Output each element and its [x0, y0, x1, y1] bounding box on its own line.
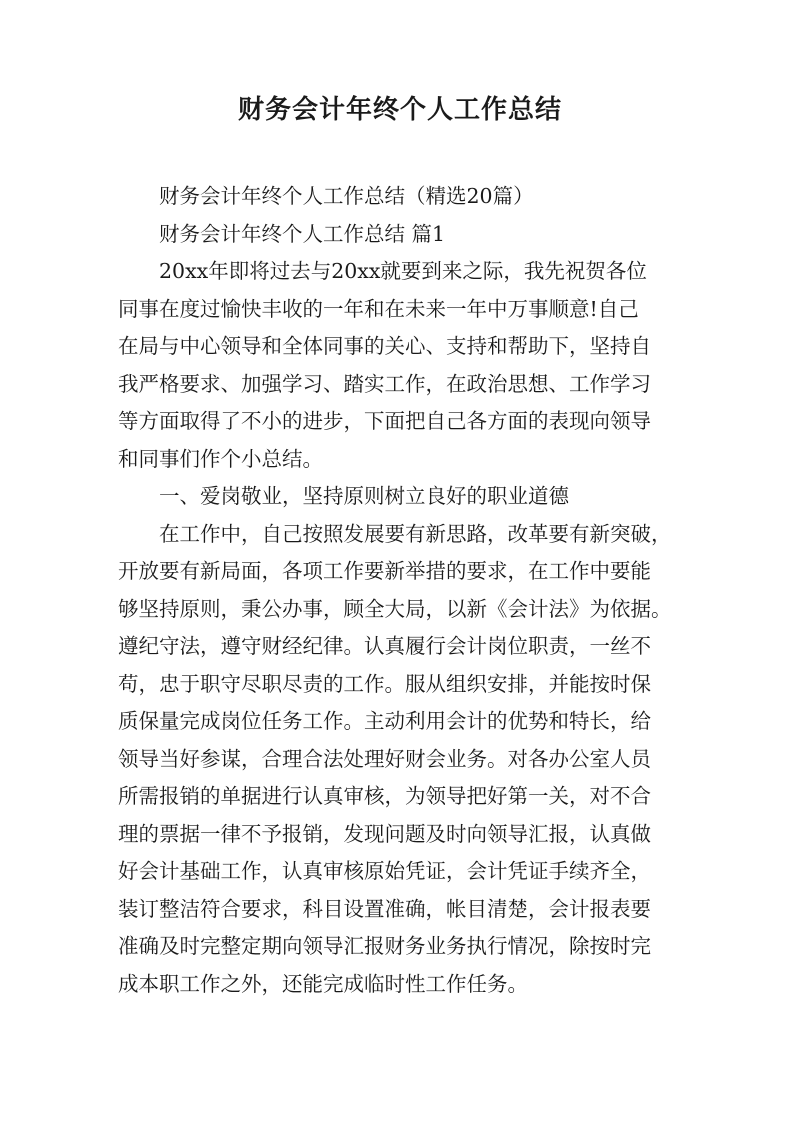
document-title: 财务会计年终个人工作总结: [237, 95, 562, 125]
text-line: 质保量完成岗位任务工作。主动利用会计的优势和特长，给: [118, 709, 651, 733]
text-line: 理的票据一律不予报销，发现问题及时向领导汇报，认真做: [118, 821, 651, 846]
text-line: 我严格要求、加强学习、踏实工作，在政治思想、工作学习: [118, 371, 651, 396]
text-line: 在局与中心领导和全体同事的关心、支持和帮助下，坚持自: [118, 334, 651, 358]
text-line: 成本职工作之外，还能完成临时性工作任务。: [118, 971, 528, 996]
text-line: 够坚持原则，秉公办事，顾全大局，以新《会计法》为依据。: [118, 596, 672, 621]
text-line: 一、爱岗敬业，坚持原则树立良好的职业道德: [159, 484, 569, 508]
text-line: 在工作中，自己按照发展要有新思路，改革要有新突破，: [159, 521, 672, 546]
paragraph: [118, 216, 682, 254]
text-line: 好会计基础工作，认真审核原始凭证，会计凭证手续齐全，: [118, 859, 651, 883]
text-line: 财务会计年终个人工作总结（精选20篇）: [159, 184, 534, 208]
text-line: 装订整洁符合要求，科目设置准确，帐目清楚，会计报表要: [118, 896, 651, 921]
document-body: [118, 178, 682, 1003]
text-line: 和同事们作个小总结。: [118, 446, 323, 471]
paragraph: [118, 253, 682, 478]
text-line: 20xx年即将过去与20xx就要到来之际，我先祝贺各位: [159, 259, 647, 283]
text-line: 等方面取得了不小的进步，下面把自己各方面的表现向领导: [118, 409, 651, 433]
paragraph: [118, 178, 682, 216]
text-line: 财务会计年终个人工作总结 篇1: [159, 221, 446, 246]
text-line: 所需报销的单据进行认真审核，为领导把好第一关，对不合: [118, 784, 651, 808]
paragraph: [118, 478, 682, 516]
text-line: 遵纪守法，遵守财经纪律。认真履行会计岗位职责，一丝不: [118, 634, 651, 658]
text-line: 同事在度过愉快丰收的一年和在未来一年中万事顺意!自己: [118, 296, 639, 321]
paragraph: [118, 516, 682, 1004]
text-line: 苟，忠于职守尽职尽责的工作。服从组织安排，并能按时保: [118, 671, 651, 696]
text-line: 开放要有新局面，各项工作要新举措的要求，在工作中要能: [118, 559, 651, 583]
text-line: 准确及时完整定期向领导汇报财务业务执行情况，除按时完: [118, 934, 651, 958]
text-line: 领导当好参谋，合理合法处理好财会业务。对各办公室人员: [118, 746, 651, 771]
